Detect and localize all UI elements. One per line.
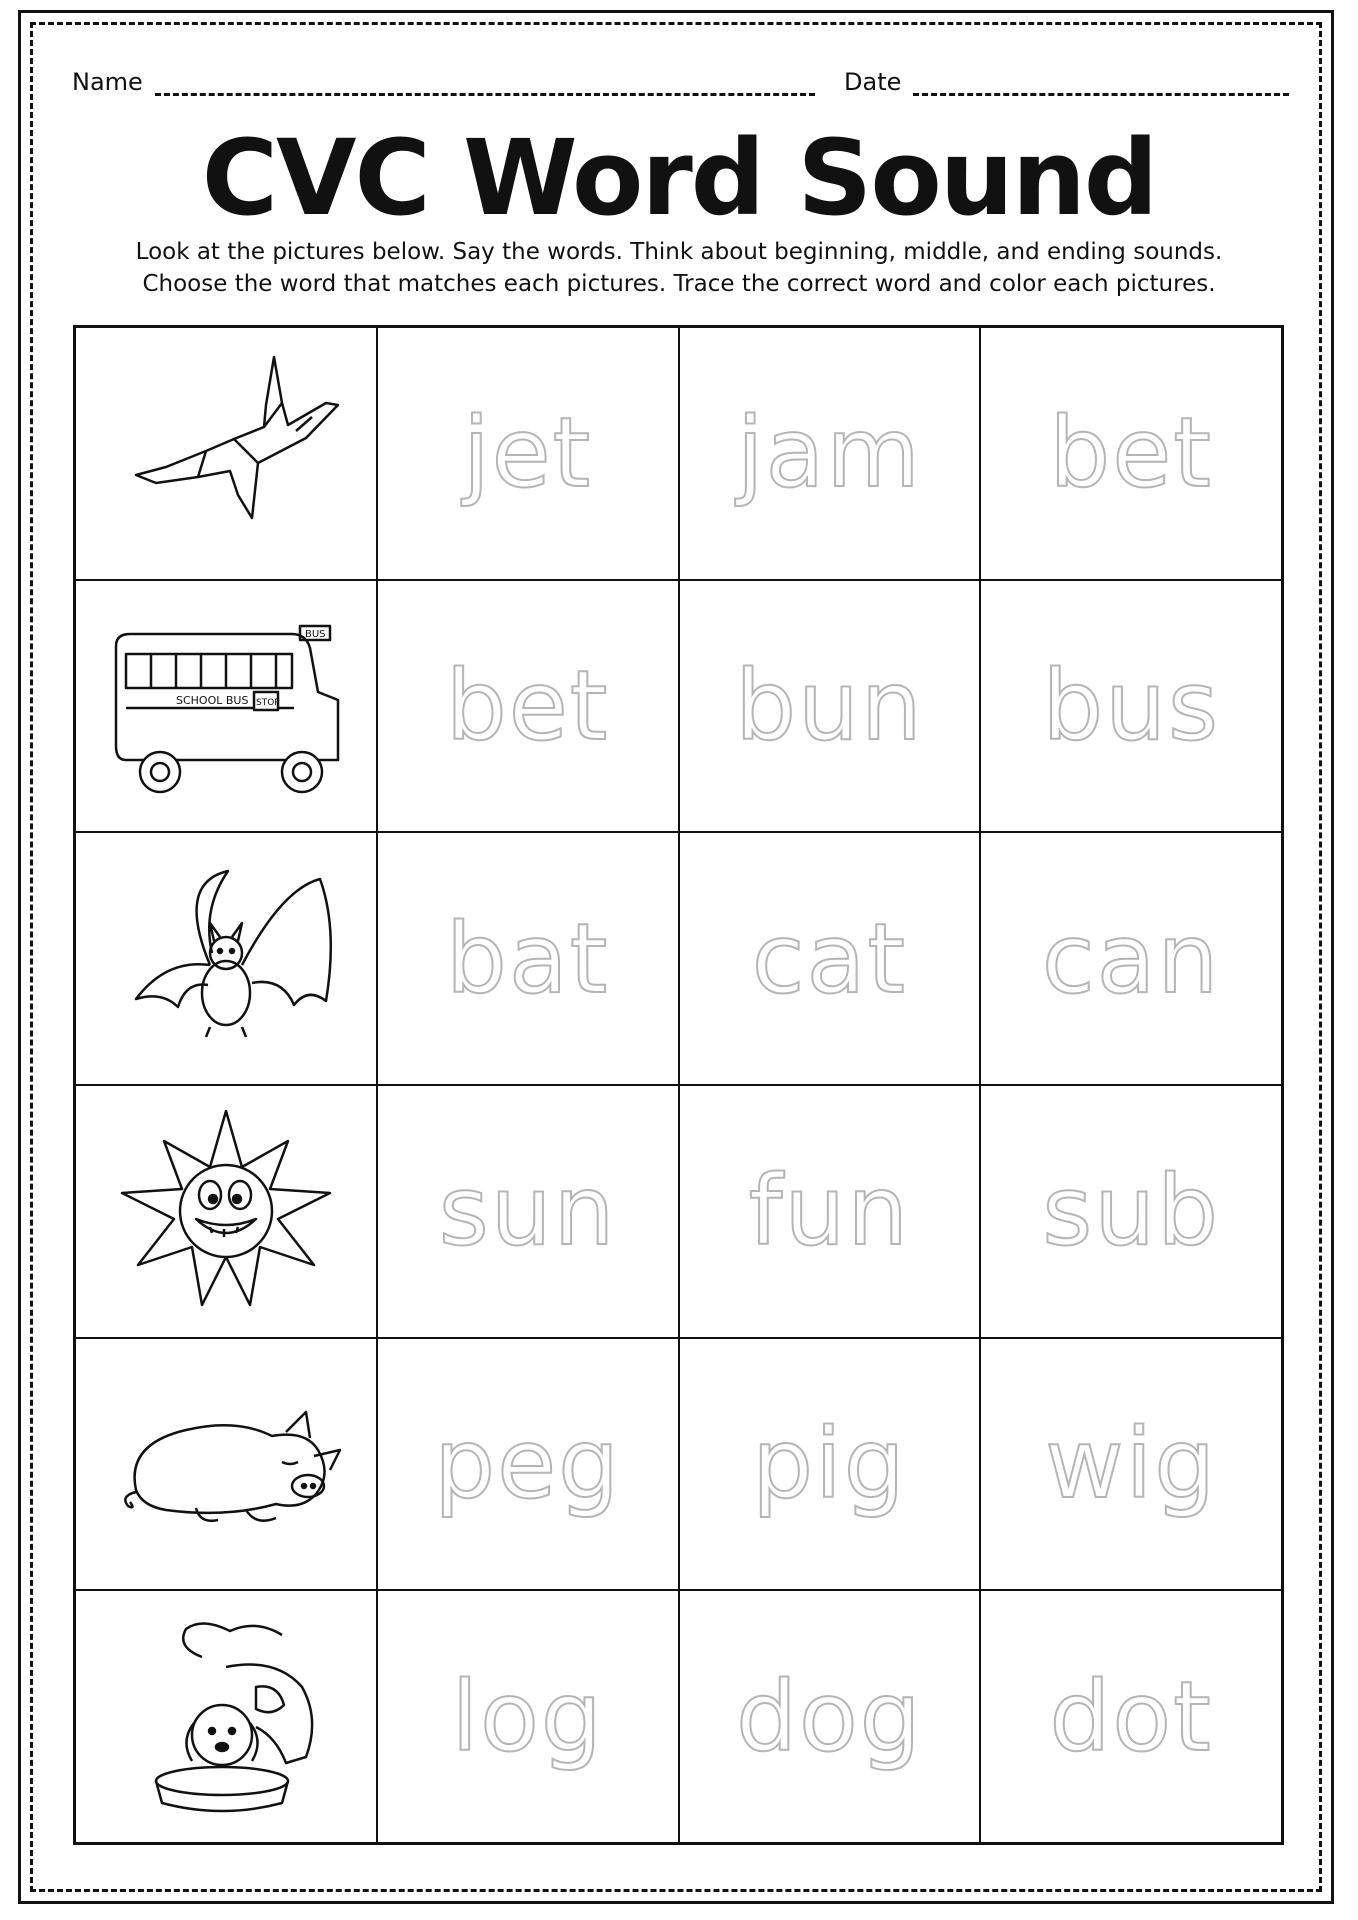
dog-icon (106, 1607, 346, 1827)
word-cell[interactable] (679, 1590, 981, 1843)
word-cell[interactable] (377, 1085, 679, 1338)
word-cell[interactable] (679, 327, 981, 580)
bus-side-text: SCHOOL BUS (175, 693, 249, 707)
header-row (72, 68, 1292, 104)
trace-word: dog (736, 1660, 923, 1773)
trace-word: dot (1049, 1660, 1213, 1773)
word-cell[interactable] (679, 832, 981, 1085)
word-cell[interactable] (980, 580, 1282, 833)
trace-word: cat (751, 902, 907, 1015)
date-label: Date (844, 68, 902, 96)
word-cell[interactable] (980, 1085, 1282, 1338)
trace-word: peg (434, 1407, 622, 1520)
trace-word: bat (445, 902, 610, 1015)
bus-front-text: BUS (304, 628, 326, 640)
picture-cell (75, 1590, 377, 1843)
instruction-line: Look at the pictures below. Say the words. Think about beginning, middle, and ending sounds. (135, 239, 1223, 265)
word-cell[interactable] (377, 1338, 679, 1591)
date-field[interactable] (844, 68, 1289, 96)
name-field[interactable] (72, 68, 815, 96)
word-cell[interactable] (377, 1590, 679, 1843)
trace-word: bun (735, 649, 924, 762)
word-cell[interactable] (377, 580, 679, 833)
picture-cell (75, 1338, 377, 1591)
word-grid (73, 325, 1284, 1845)
trace-word: sub (1042, 1155, 1221, 1268)
trace-word: sun (438, 1155, 617, 1268)
instruction-line: Choose the word that matches each pictures. Trace the correct word and color each pictures. (142, 271, 1216, 297)
trace-word: jet (462, 397, 593, 510)
jet-icon (106, 343, 346, 563)
pig-icon (106, 1354, 346, 1574)
word-cell[interactable] (679, 1338, 981, 1591)
trace-word: bet (1049, 397, 1213, 510)
page-title: CVC Word Sound (201, 117, 1157, 239)
trace-word: can (1041, 902, 1221, 1015)
trace-word: jam (736, 397, 922, 510)
trace-word: pig (752, 1407, 907, 1520)
trace-word: bet (445, 649, 610, 762)
word-cell[interactable] (679, 580, 981, 833)
instructions (0, 236, 1358, 300)
bus-icon (106, 596, 346, 816)
picture-cell (75, 327, 377, 580)
trace-word: log (451, 1660, 604, 1773)
picture-cell (75, 1085, 377, 1338)
stop-sign-text: STOP (255, 697, 280, 708)
word-cell[interactable] (980, 832, 1282, 1085)
trace-word: bus (1042, 649, 1221, 762)
word-cell[interactable] (980, 1590, 1282, 1843)
word-cell[interactable] (980, 327, 1282, 580)
date-line[interactable] (913, 71, 1289, 96)
picture-cell (75, 580, 377, 833)
word-cell[interactable] (980, 1338, 1282, 1591)
bat-icon (106, 849, 346, 1069)
sun-icon (106, 1101, 346, 1321)
word-cell[interactable] (377, 327, 679, 580)
name-line[interactable] (155, 71, 815, 96)
trace-word: wig (1045, 1407, 1218, 1520)
name-label: Name (72, 68, 143, 96)
word-cell[interactable] (377, 832, 679, 1085)
word-cell[interactable] (679, 1085, 981, 1338)
trace-word: fun (748, 1155, 911, 1268)
picture-cell (75, 832, 377, 1085)
